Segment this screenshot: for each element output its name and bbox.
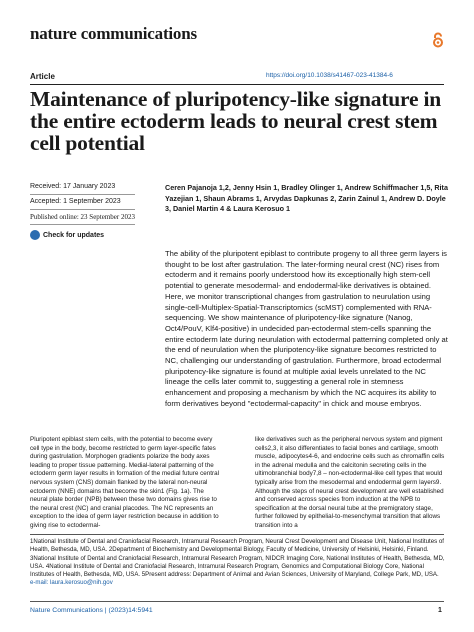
footer-citation: Nature Communications | (2023)14:5941 (30, 607, 153, 614)
check-updates-label: Check for updates (43, 231, 105, 239)
accepted-date: Accepted: 1 September 2023 (30, 198, 121, 205)
page-number: 1 (438, 607, 442, 614)
header-divider (30, 84, 444, 85)
article-type: Article (30, 72, 55, 81)
abstract: The ability of the pluripotent epiblast to contribute progeny to all three germ layers is thought to be lost after gastrulation. The later-forming neural crest (NC) rises from ectoderm and it remains poorly understood how its exceptionally high stem-cell potential to generate mesodermal- and endodermal-like derivatives is obtained. Here, we monitor transcriptional changes from gastrulation to neurulation using single-cell-Multiplex-Spatial-Transcriptomics (scMST) complemented with RNA-sequencing. We show maintenance of pluripotency-like signature (Nanog, Oct4/PouV, Klf4-positive) in undecided pan-ectodermal stem-cells spanning the entire ectoderm late during neurulation with ectodermal patterning completed only at the end of neurulation when the pluripotency-like signature becomes restricted to NC, challenging our understanding of gastrulation. Furthermore, broad ectodermal pluripotency-like signature is found at multiple axial levels unrelated to the NC lineage the cells later commit to, suggesting a general role in stemness enhancement and proposing a mechanism by which the NC acquires its ability to form derivatives beyond "ectodermal-capacity" in chick and mouse embryos. (165, 249, 448, 408)
update-check-icon (30, 230, 40, 240)
contact-email[interactable]: e-mail: laura.kerosuo@nih.gov (30, 579, 113, 587)
date-divider (30, 224, 135, 225)
affiliations (30, 538, 445, 588)
affiliation-text: 1National Institute of Dental and Craniofacial Research, Intramural Research Program, Neural Crest Development and Disease Unit, National Institutes of Health, Bethesda, MD, USA. 2Department of Biochemistry and Developmental Biology, Faculty of Medicine, University of Helsinki, Helsinki, Finland. 3National Institute of Dental and Craniofacial Research, Intramural Research Program, NIDCR Imaging Core, National Institutes of Health, Bethesda, MD, USA. 4National Institute of Dental and Craniofacial Research, Intramural Research Program, Genomics and Computational Biology Core, National Institutes of Health, Bethesda, MD, USA. 5Present address: Department of Animal and Avian Sciences, University of Maryland, College Park, MD, USA. (30, 538, 445, 579)
date-divider (30, 209, 135, 210)
affiliation-divider (30, 534, 444, 535)
doi-link[interactable]: https://doi.org/10.1038/s41467-023-41384-6 (266, 72, 393, 79)
footer-divider (30, 601, 444, 602)
open-access-icon (430, 32, 446, 48)
check-for-updates-button[interactable] (30, 230, 104, 240)
author-list: Ceren Pajanoja 1,2, Jenny Hsin 1, Bradley Olinger 1, Andrew Schiffmacher 1,5, Rita Yazejian 1, Shaun Abrams 1, Arvydas Dapkunas 2, Zarin Zainul 1, Andrew D. Doyle 3, Daniel Martin 4 & Laura Kerosuo 1 (165, 183, 448, 213)
journal-name: nature communications (30, 24, 197, 43)
published-date: Published online: 23 September 2023 (30, 213, 135, 221)
body-text-left: Pluripotent epiblast stem cells, with the potential to become every cell type in the body, become restricted to germ layer-specific fates during gastrulation. Morphogen gradients polarize the body axes leading to proper tissue patterning. Medial-lateral patterning of the ectoderm germ layer results in formation of the medial future central nervous system (CNS) domain flanked by the lateral non-neural ectoderm (NNE) domains that become the skin1 (Fig. 1a). The neural plate border (NPB) between these two domains gives rise to the neural crest (NC) and cranial placodes. The NC represents an exception to the idea of germ layer restriction because in addition to giving rise to ectodermal- (30, 436, 219, 529)
article-title: Maintenance of pluripotency-like signature in the entire ectoderm leads to neural crest stem cell potential (30, 87, 442, 155)
date-divider (30, 194, 135, 195)
body-text-right: like derivatives such as the peripheral nervous system and pigment cells2,3, it also differentiates to facial bones and cartilage, smooth muscle, adipocytes4-6, and endocrine cells such as chromaffin cells in the adrenal medulla and the calcitonin secreting cells in the ultimobranchial body7,8 – non-ectodermal-like cell types that would typically arise from the mesodermal and endodermal germ layers9. Although the steps of neural crest development are well established and conserved across species from induction at the NPB to specification at the dorsal neural tube at the premigratory stage, further followed by epithelial-to-mesenchymal transition that allows transition into a (255, 436, 445, 529)
received-date: Received: 17 January 2023 (30, 183, 116, 190)
